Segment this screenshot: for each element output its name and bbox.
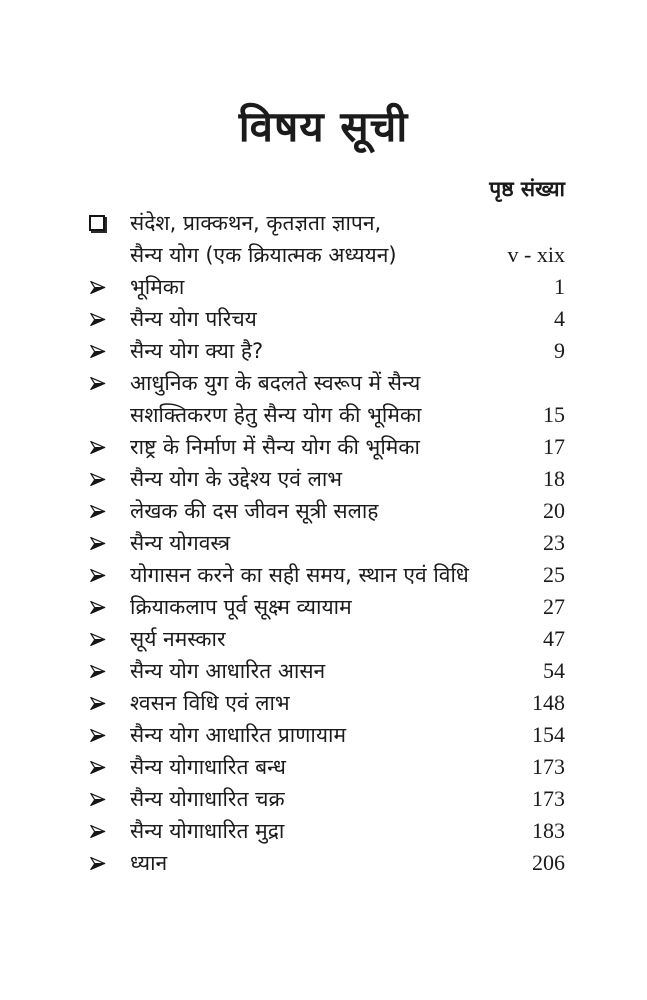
page-number-column-header: पृष्ठ संख्या	[489, 177, 565, 201]
toc-item-bullet-cell	[88, 303, 130, 335]
toc-item-page-number: 25	[543, 562, 565, 587]
toc-item-page-number: 206	[532, 850, 565, 875]
toc-item-page-number: 17	[543, 434, 565, 459]
toc-item-text	[130, 463, 501, 495]
arrow-bullet-icon	[88, 598, 107, 617]
toc-item-bullet-cell	[88, 367, 130, 399]
toc-item-bullet-cell	[88, 335, 130, 367]
square-bullet-icon	[89, 215, 105, 231]
toc-item-line: सैन्य योगवस्त्र	[130, 531, 231, 555]
toc-item-line: आधुनिक युग के बदलते स्वरूप में सैन्य	[130, 371, 421, 395]
toc-item-line: राष्ट्र के निर्माण में सैन्य योग की भूमिका	[130, 435, 420, 459]
arrow-bullet-icon	[88, 534, 107, 553]
toc-item-line: सैन्य योग आधारित प्राणायाम	[130, 723, 347, 747]
toc-item	[88, 623, 565, 655]
toc-item-line: योगासन करने का सही समय, स्थान एवं विधि	[130, 563, 469, 587]
toc-item-page-number: 148	[532, 690, 565, 715]
toc-item	[88, 751, 565, 783]
toc-item	[88, 591, 565, 623]
toc-item-line: सैन्य योगाधारित बन्ध	[130, 755, 286, 779]
toc-item-text	[130, 527, 501, 559]
toc-item-text	[130, 559, 501, 591]
arrow-bullet-icon	[88, 822, 107, 841]
toc-item-page-number: 1	[554, 274, 565, 299]
toc-item-text	[130, 495, 501, 527]
toc-item-bullet-cell	[88, 559, 130, 591]
toc-item-page-number: 27	[543, 594, 565, 619]
toc-item-bullet-cell	[88, 431, 130, 463]
arrow-bullet-icon	[88, 502, 107, 521]
arrow-bullet-icon	[88, 374, 107, 393]
arrow-bullet-icon	[88, 470, 107, 489]
arrow-bullet-icon	[88, 662, 107, 681]
toc-item-line: सैन्य योगाधारित मुद्रा	[130, 819, 285, 843]
toc-item-text	[130, 751, 501, 783]
toc-item-bullet-cell	[88, 783, 130, 815]
toc-item-page-number: 173	[532, 786, 565, 811]
toc-item-page-number: 183	[532, 818, 565, 843]
toc-item-text	[130, 431, 501, 463]
toc-item-text	[130, 367, 501, 431]
toc-item-text	[130, 815, 501, 847]
toc-item-line: सैन्य योग क्या है?	[130, 339, 264, 363]
toc-item-line: श्वसन विधि एवं लाभ	[130, 691, 290, 715]
toc-item	[88, 815, 565, 847]
toc-item-line: लेखक की दस जीवन सूत्री सलाह	[130, 499, 379, 523]
toc-item	[88, 335, 565, 367]
toc-item	[88, 719, 565, 751]
toc-item-page-number: 4	[554, 306, 565, 331]
toc-item-page-number: 173	[532, 754, 565, 779]
toc-item-page-number: 9	[554, 338, 565, 363]
toc-item-line: सैन्य योग परिचय	[130, 307, 257, 331]
toc-item-line: सैन्य योगाधारित चक्र	[130, 787, 285, 811]
arrow-bullet-icon	[88, 758, 107, 777]
toc-item	[88, 527, 565, 559]
toc-item-line: सशक्तिकरण हेतु सैन्य योग की भूमिका	[130, 403, 422, 427]
toc-item-text	[130, 655, 501, 687]
arrow-bullet-icon	[88, 726, 107, 745]
toc-item-text	[130, 335, 501, 367]
toc-item-text	[130, 783, 501, 815]
toc-item	[88, 207, 565, 271]
toc-item-bullet-cell	[88, 207, 130, 239]
toc-item-bullet-cell	[88, 495, 130, 527]
toc-item-line: सैन्य योग आधारित आसन	[130, 659, 326, 683]
toc-item	[88, 431, 565, 463]
toc-item	[88, 495, 565, 527]
arrow-bullet-icon	[88, 342, 107, 361]
toc-item-text	[130, 847, 501, 879]
toc-item-line: सैन्य योग (एक क्रियात्मक अध्ययन)	[130, 243, 397, 267]
toc-item	[88, 271, 565, 303]
toc-item-text	[130, 687, 501, 719]
toc-item-bullet-cell	[88, 623, 130, 655]
toc-item	[88, 847, 565, 879]
toc-item-bullet-cell	[88, 847, 130, 879]
toc-item-bullet-cell	[88, 463, 130, 495]
arrow-bullet-icon	[88, 438, 107, 457]
toc-item-bullet-cell	[88, 719, 130, 751]
toc-item-bullet-cell	[88, 655, 130, 687]
toc-item-page-number: 23	[543, 530, 565, 555]
toc-item-text	[130, 303, 501, 335]
toc-item-line: क्रियाकलाप पूर्व सूक्ष्म व्यायाम	[130, 595, 352, 619]
toc-item-page-number: 20	[543, 498, 565, 523]
toc-item-line: भूमिका	[130, 275, 185, 299]
toc-item-bullet-cell	[88, 687, 130, 719]
toc-item-bullet-cell	[88, 815, 130, 847]
toc-item-text	[130, 623, 501, 655]
toc-item-line: ध्यान	[130, 851, 168, 875]
toc-item-bullet-cell	[88, 271, 130, 303]
toc-item-bullet-cell	[88, 527, 130, 559]
toc-item-bullet-cell	[88, 591, 130, 623]
toc-item-page-number: 15	[543, 402, 565, 427]
toc-item-line: संदेश, प्राक्कथन, कृतज्ञता ज्ञापन,	[130, 211, 382, 235]
toc-list	[88, 207, 565, 879]
toc-item-line: सूर्य नमस्कार	[130, 627, 226, 651]
arrow-bullet-icon	[88, 630, 107, 649]
arrow-bullet-icon	[88, 790, 107, 809]
toc-item-page-number: 18	[543, 466, 565, 491]
toc-item	[88, 303, 565, 335]
arrow-bullet-icon	[88, 854, 107, 873]
toc-item-text	[130, 207, 501, 271]
toc-item	[88, 367, 565, 431]
toc-item-text	[130, 719, 501, 751]
toc-item-text	[130, 271, 501, 303]
arrow-bullet-icon	[88, 566, 107, 585]
page-title: विषय सूची	[238, 102, 409, 151]
toc-item-page-number: 54	[543, 658, 565, 683]
toc-item	[88, 559, 565, 591]
arrow-bullet-icon	[88, 310, 107, 329]
toc-item-line: सैन्य योग के उद्देश्य एवं लाभ	[130, 467, 343, 491]
toc-item-page-number: v - xix	[507, 242, 565, 267]
toc-item-text	[130, 591, 501, 623]
toc-item	[88, 463, 565, 495]
arrow-bullet-icon	[88, 694, 107, 713]
toc-item	[88, 655, 565, 687]
toc-item	[88, 687, 565, 719]
toc-item-page-number: 47	[543, 626, 565, 651]
toc-item-bullet-cell	[88, 751, 130, 783]
toc-item	[88, 783, 565, 815]
toc-item-page-number: 154	[532, 722, 565, 747]
arrow-bullet-icon	[88, 278, 107, 297]
